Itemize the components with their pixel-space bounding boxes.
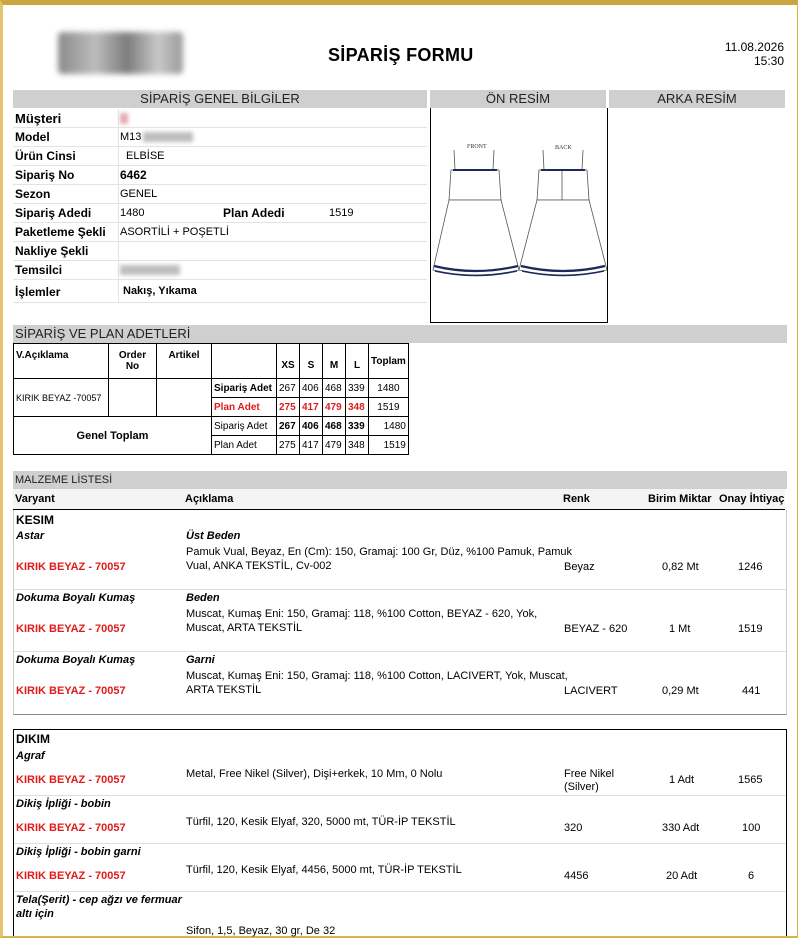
kesim-heading: KESIM bbox=[16, 513, 55, 527]
print-datetime bbox=[725, 40, 784, 68]
row-musteri bbox=[13, 109, 427, 128]
print-time: 15:30 bbox=[753, 54, 784, 68]
materials-col-header bbox=[13, 489, 785, 510]
model-value: M13 bbox=[120, 131, 193, 143]
row-paketleme bbox=[13, 223, 427, 242]
paketleme-value: ASORTİLİ + POŞETLİ bbox=[120, 226, 229, 238]
siparis-adet-label: Sipariş Adet bbox=[212, 379, 277, 398]
dress-illustration bbox=[431, 108, 607, 322]
dikim-item-1: Agraf KIRIK BEYAZ - 70057 Metal, Free Nikel (Silver), Dişi+erkek, 10 Mm, 0 Nolu Free Nikel (Silver) 1 Adt 1565 bbox=[14, 750, 786, 796]
front-image bbox=[430, 108, 608, 323]
musteri-value bbox=[120, 112, 128, 124]
general-info bbox=[13, 109, 427, 324]
back-image-header: ARKA RESİM bbox=[609, 90, 785, 108]
dikim-block bbox=[13, 729, 787, 936]
row-model bbox=[13, 128, 427, 147]
model-label: Model bbox=[15, 130, 50, 144]
genel-plan-row: Plan Adet 275 417 479 348 1519 bbox=[14, 436, 409, 455]
siparis-adedi-value: 1480 bbox=[120, 207, 145, 219]
islemler-label: İşlemler bbox=[15, 285, 61, 299]
plan-adedi-label: Plan Adedi bbox=[223, 206, 285, 220]
print-date: 11.08.2026 bbox=[724, 40, 784, 54]
row-siparis-no bbox=[13, 166, 427, 185]
col-s: S bbox=[300, 344, 323, 379]
temsilci-value bbox=[120, 264, 180, 276]
plan-adedi-value: 1519 bbox=[329, 207, 354, 219]
col-order-no: Order No bbox=[109, 344, 157, 379]
plan-siparis-row: KIRIK BEYAZ -70057 Sipariş Adet 267 406 468 339 1480 bbox=[14, 379, 409, 398]
nakliye-label: Nakliye Şekli bbox=[15, 244, 89, 258]
company-logo bbox=[58, 32, 183, 74]
row-temsilci bbox=[13, 261, 427, 280]
plan-table bbox=[13, 343, 409, 455]
variant-name: KIRIK BEYAZ -70057 bbox=[14, 379, 109, 417]
col-m: M bbox=[323, 344, 346, 379]
dikim-item-4: Tela(Şerit) - cep ağzı ve fermuar altı için Sifon, 1,5, Beyaz, 30 gr, De 32 bbox=[16, 894, 336, 937]
siparis-no-value: 6462 bbox=[120, 168, 147, 182]
siparis-no-label: Sipariş No bbox=[15, 168, 75, 182]
row-islemler bbox=[13, 280, 427, 303]
kesim-block bbox=[13, 510, 787, 715]
kesim-item-2: Dokuma Boyalı Kumaş Beden KIRIK BEYAZ - 70057 Muscat, Kumaş Eni: 150, Gramaj: 118, %100 Cotton, BEYAZ - 620, Yok, Muscat, ARTA TEKSTİL BEYAZ - 620 1 Mt 1519 bbox=[14, 592, 786, 652]
plan-header: SİPARİŞ VE PLAN ADETLERİ bbox=[13, 325, 787, 343]
dikim-item-2: Dikiş İpliği - bobin KIRIK BEYAZ - 70057 Türfil, 120, Kesik Elyaf, 320, 5000 mt, TÜR-İP TEKSTİL 320 330 Adt 100 bbox=[14, 798, 786, 844]
col-renk: Renk bbox=[563, 493, 590, 505]
sezon-value: GENEL bbox=[120, 188, 158, 200]
row-sezon bbox=[13, 185, 427, 204]
dikim-heading: DIKIM bbox=[16, 732, 50, 746]
row-nakliye bbox=[13, 242, 427, 261]
siparis-adedi-label: Sipariş Adedi bbox=[15, 206, 92, 220]
col-l: L bbox=[346, 344, 369, 379]
plan-plan-row: Plan Adet 275 417 479 348 1519 bbox=[14, 398, 409, 417]
materials-header: MALZEME LİSTESİ bbox=[13, 471, 787, 489]
kesim-item-3: Dokuma Boyalı Kumaş Garni KIRIK BEYAZ - 70057 Muscat, Kumaş Eni: 150, Gramaj: 118, %100 Cotton, LACIVERT, Yok, Muscat, ARTA TEKSTİL LACIVERT 0,29 Mt 441 bbox=[16, 654, 761, 697]
sezon-label: Sezon bbox=[15, 187, 51, 201]
col-xs: XS bbox=[277, 344, 300, 379]
front-dress bbox=[433, 150, 519, 276]
genel-siparis-row: Genel Toplam Sipariş Adet 267 406 468 339 1480 bbox=[14, 417, 409, 436]
col-varyant: Varyant bbox=[15, 493, 55, 505]
plan-adet-label: Plan Adet bbox=[212, 398, 277, 417]
col-birim: Birim Miktar bbox=[648, 493, 712, 505]
row-urun bbox=[13, 147, 427, 166]
urun-value: ELBİSE bbox=[126, 150, 165, 162]
col-aciklama: V.Açıklama bbox=[14, 344, 109, 379]
islemler-value: Nakış, Yıkama bbox=[123, 285, 197, 297]
musteri-label: Müşteri bbox=[15, 111, 62, 126]
urun-label: Ürün Cinsi bbox=[15, 149, 76, 163]
page-title: SİPARİŞ FORMU bbox=[328, 45, 474, 65]
kesim-item-1: Astar Üst Beden KIRIK BEYAZ - 70057 Pamuk Vual, Beyaz, En (Cm): 150, Gramaj: 100 Gr, Düz, %100 Pamuk, Pamuk Vual, ANKA TEKSTİL, Cv-002 Beyaz 0,82 Mt 1246 bbox=[14, 530, 786, 590]
front-label: FRONT bbox=[467, 144, 487, 150]
col-artikel: Artikel bbox=[157, 344, 212, 379]
row-siparis-adedi bbox=[13, 204, 427, 223]
temsilci-label: Temsilci bbox=[15, 263, 63, 277]
back-dress bbox=[519, 150, 607, 276]
col-onay: Onay İhtiyaç bbox=[719, 493, 785, 505]
genel-toplam-label: Genel Toplam bbox=[14, 417, 212, 455]
dikim-item-3: Dikiş İpliği - bobin garni KIRIK BEYAZ - 70057 Türfil, 120, Kesik Elyaf, 4456, 5000 mt, TÜR-İP TEKSTİL 4456 20 Adt 6 bbox=[14, 846, 786, 892]
col-toplam: Toplam bbox=[369, 344, 409, 379]
general-info-header: SİPARİŞ GENEL BİLGİLER bbox=[13, 90, 427, 108]
front-image-header: ÖN RESİM bbox=[430, 90, 606, 108]
paketleme-label: Paketleme Şekli bbox=[15, 225, 106, 239]
col-desc: Açıklama bbox=[185, 493, 234, 505]
back-label: BACK bbox=[555, 145, 572, 151]
